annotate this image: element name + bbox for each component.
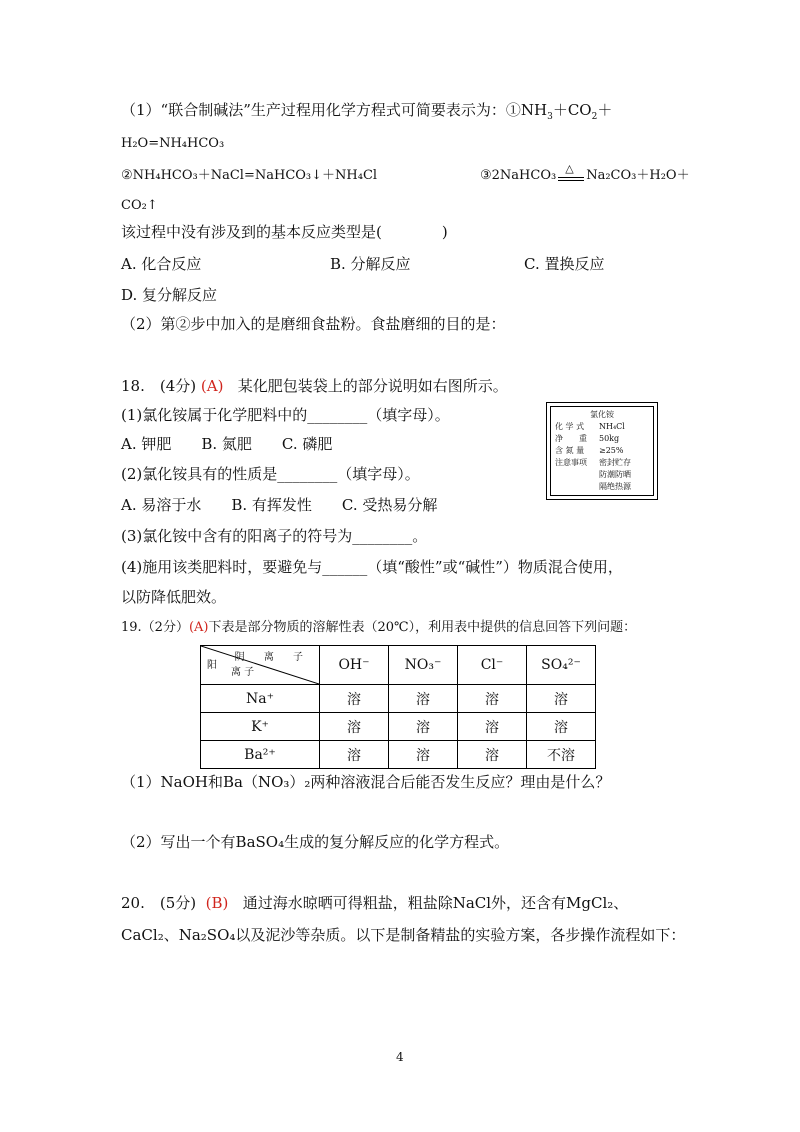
table-cell: 溶 [389, 713, 458, 741]
anion-header: SO₄²⁻ [527, 646, 596, 685]
q19-heading [121, 618, 636, 638]
corner-cation-label-2: 离 子 [231, 667, 255, 678]
label-value: 50kg [599, 434, 620, 443]
q18-number: 18. (4分) [121, 377, 197, 395]
label-key: 净 重 [555, 434, 587, 443]
q18-sub1: (1)氯化铵属于化学肥料中的________（填字母）。 [121, 406, 450, 424]
table-cell: 溶 [389, 741, 458, 769]
q20-level: (B) [205, 894, 229, 912]
label-value: ≥25% [599, 446, 624, 455]
anion-header: Cl⁻ [458, 646, 527, 685]
q17-part1-text-b: ＋CO [552, 101, 592, 119]
table-row [201, 713, 596, 741]
q17-part2: （2）第②步中加入的是磨细食盐粉。食盐磨细的目的是： [121, 315, 506, 333]
q17-question: 该过程中没有涉及到的基本反应类型是( ) [121, 223, 448, 241]
table-row [201, 685, 596, 713]
table-row [201, 741, 596, 769]
q17-option-d: D. 复分解反应 [121, 286, 218, 304]
label-key: 化 学 式 [555, 422, 585, 431]
anion-header: NO₃⁻ [389, 646, 458, 685]
q19-level: (A) [188, 620, 209, 635]
fertilizer-label-inner [550, 406, 654, 496]
q19-part2: （2）写出一个有BaSO₄生成的复分解反应的化学方程式。 [121, 833, 510, 851]
label-value: NH₄Cl [599, 422, 625, 431]
label-key: 含 氮 量 [555, 446, 585, 455]
corner-anion-label: 阴 离 子 [234, 652, 311, 663]
table-corner-cell [201, 646, 320, 685]
q18-sub4-cont: 以防降低肥效。 [121, 588, 227, 606]
q18-level: (A) [200, 377, 224, 395]
label-row [555, 433, 649, 445]
q17-equation-3-cont: CO₂↑ [121, 198, 158, 213]
cation-cell: K⁺ [201, 713, 320, 741]
double-line [558, 177, 584, 181]
q18-heading [121, 376, 508, 396]
q18-sub1-options: A. 钾肥 B. 氮肥 C. 磷肥 [121, 435, 333, 453]
label-key [555, 469, 599, 481]
q17-part1-line: （1）“联合制碱法”生产过程用化学方程式可简要表示为：$①NH_3+CO_2+$ [121, 101, 613, 122]
table-cell: 溶 [320, 741, 389, 769]
q18-sub4: (4)施用该类肥料时，要避免与______（填“酸性”或“碱性”）物质混合使用， [121, 558, 623, 576]
heat-symbol: △ [565, 162, 574, 175]
q17-equation-1-cont: H₂O=NH₄HCO₃ [121, 136, 225, 151]
label-value: 密封贮存 [599, 458, 631, 467]
q18-sub2: (2)氯化铵具有的性质是________（填字母）。 [121, 465, 420, 483]
cation-cell: Na⁺ [201, 685, 320, 713]
q17-part1-text-a: （1）“联合制碱法”生产过程用化学方程式可简要表示为：①NH [121, 101, 548, 119]
cation-cell: Ba²⁺ [201, 741, 320, 769]
q20-text: 通过海水晾晒可得粗盐，粗盐除NaCl外，还含有MgCl₂、 [242, 894, 629, 912]
label-row [555, 421, 649, 433]
table-cell: 溶 [527, 713, 596, 741]
solubility-table [200, 645, 596, 769]
label-row [555, 469, 649, 481]
fertilizer-label-image [546, 402, 658, 500]
corner-cation-label: 阳 [207, 660, 217, 671]
q18-sub2-options: A. 易溶于水 B. 有挥发性 C. 受热易分解 [121, 496, 438, 514]
q17-option-b: B. 分解反应 [330, 255, 411, 273]
heat-condition [556, 162, 586, 186]
label-value: 隔绝热源 [599, 482, 631, 491]
q17-option-c: C. 置换反应 [524, 255, 605, 273]
q17-option-a: A. 化合反应 [121, 255, 202, 273]
table-cell: 不溶 [527, 741, 596, 769]
q20-line2: CaCl₂、Na₂SO₄以及泥沙等杂质。以下是制备精盐的实验方案，各步操作流程如下： [121, 926, 686, 944]
label-row [555, 445, 649, 457]
q19-part1: （1）NaOH和Ba（NO₃）₂两种溶液混合后能否发生反应？理由是什么？ [121, 773, 611, 791]
q19-text: 下表是部分物质的溶解性表（20℃），利用表中提供的信息回答下列问题： [208, 620, 637, 635]
q20-heading [121, 893, 628, 913]
table-header-row [201, 646, 596, 685]
label-value: 防潮防晒 [599, 470, 631, 479]
q18-sub3: (3)氯化铵中含有的阳离子的符号为________。 [121, 527, 428, 545]
q18-text: 某化肥包装袋上的部分说明如右图所示。 [237, 377, 508, 395]
label-row [555, 457, 649, 469]
label-key: 注意事项 [555, 458, 587, 467]
label-key [555, 481, 599, 493]
table-cell: 溶 [458, 685, 527, 713]
table-cell: 溶 [458, 713, 527, 741]
table-cell: 溶 [458, 741, 527, 769]
q17-part1-text-c: ＋ [597, 101, 613, 119]
q17-eq3-left: ③2NaHCO₃ [480, 168, 557, 183]
q20-number: 20. (5分) [121, 894, 197, 912]
table-cell: 溶 [527, 685, 596, 713]
table-cell: 溶 [320, 685, 389, 713]
fertilizer-label-title: 氯化铵 [590, 410, 614, 419]
label-row [555, 481, 649, 493]
table-cell: 溶 [320, 713, 389, 741]
q19-number: 19.（2分） [121, 620, 189, 635]
q17-equation-2: ②NH₄HCO₃＋NaCl=NaHCO₃↓＋NH₄Cl [121, 168, 378, 183]
q17-equation-3 [480, 162, 690, 186]
page-number: 4 [396, 1050, 404, 1064]
anion-header: OH⁻ [320, 646, 389, 685]
table-cell: 溶 [389, 685, 458, 713]
q17-eq3-right: Na₂CO₃＋H₂O＋ [586, 168, 690, 183]
